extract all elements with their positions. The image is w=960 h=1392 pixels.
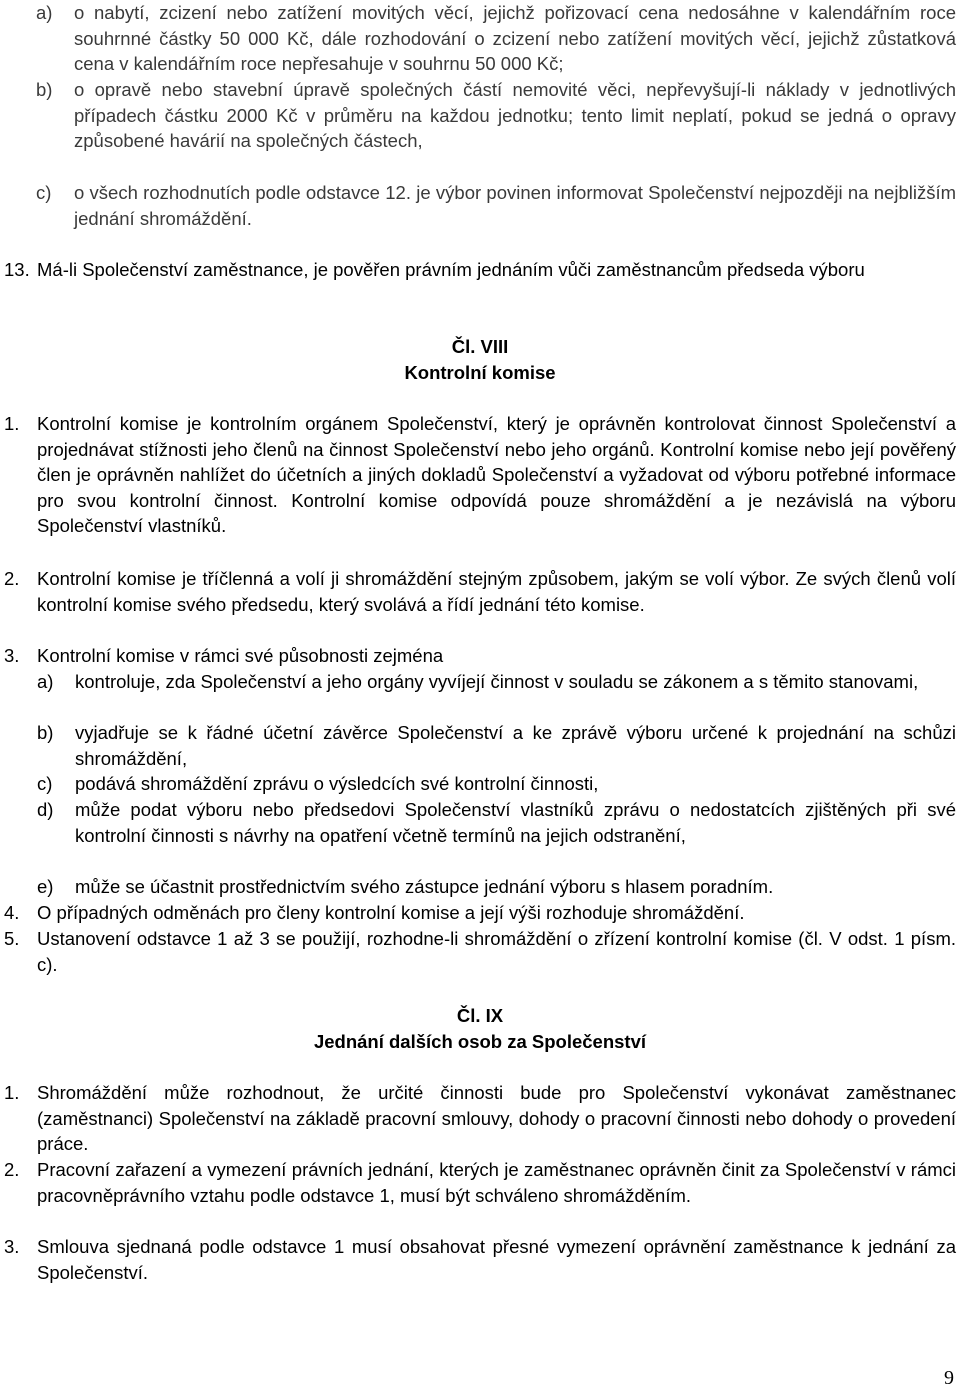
item-label: b) xyxy=(37,722,54,743)
paragraph xyxy=(4,643,956,669)
paragraph xyxy=(4,900,956,926)
item-label: 2. xyxy=(4,568,20,589)
section-number: Čl. VIII xyxy=(451,336,509,357)
item-text: Kontrolní komise je kontrolním orgánem Společenství, který je oprávněn kontrolovat činnost Společenství a projednávat stížnosti jeho členů na činnost Společenství nebo jeho orgánů. Kontrolní komise nebo její pověřený člen je oprávněn nahlížet do účetních a jiných dokladů Společenství a vyžadovat od výboru potřebné informace pro svou kontrolní činnost. Kontrolní komise odpovídá pouze shromáždění a je nezávislá na výboru Společenství vlastníků. xyxy=(37,413,956,536)
list-item xyxy=(37,874,956,900)
item-text: Shromáždění může rozhodnout, že určité činnosti bude pro Společenství vykonávat zaměstnanec (zaměstnanci) Společenství na základě pracovní smlouvy, dohody o pracovní činnosti nebo dohody o provedení práce. xyxy=(37,1082,956,1154)
item-text: o nabytí, zcizení nebo zatížení movitých věcí, jejichž pořizovací cena nedosáhne v kalendářním roce souhrnné částky 50 000 Kč, dále rozhodování o zcizení nebo zatížení movitých věcí, jejichž zůstatková cena v kalendářním roce nepřesahuje v souhrnu 50 000 Kč; xyxy=(74,2,956,74)
item-label: 4. xyxy=(4,902,20,923)
paragraph xyxy=(4,1234,956,1285)
item-label: 3. xyxy=(4,645,20,666)
item-label: c) xyxy=(36,182,52,203)
item-label: 1. xyxy=(4,413,20,434)
item-text: o opravě nebo stavební úpravě společných částí nemovité věci, nepřevyšují-li náklady v jednotlivých případech částku 2000 Kč v průměru na každou jednotku; tento limit neplatí, pokud se jedná o opravy způsobené havárií na společných částech, xyxy=(74,79,956,151)
list-item xyxy=(36,180,956,231)
item-text: vyjadřuje se k řádné účetní závěrce Společenství a ke zprávě výboru určené k projednání na schůzi shromáždění, xyxy=(75,722,956,769)
section-title: Kontrolní komise xyxy=(404,362,556,383)
item-label: c) xyxy=(37,773,53,794)
item-label: 13. xyxy=(4,259,30,280)
item-text: Kontrolní komise v rámci své působnosti zejména xyxy=(37,645,444,666)
paragraph xyxy=(4,1157,956,1208)
paragraph-13 xyxy=(4,257,956,283)
list-item xyxy=(37,669,956,695)
item-label: e) xyxy=(37,876,54,897)
item-label: 2. xyxy=(4,1159,20,1180)
list-item xyxy=(37,720,956,771)
item-text: Má-li Společenství zaměstnance, je pověřen právním jednáním vůči zaměstnancům předseda výboru xyxy=(37,259,865,280)
page-number: 9 xyxy=(944,1367,954,1389)
list-item xyxy=(36,0,956,77)
item-text: o všech rozhodnutích podle odstavce 12. je výbor povinen informovat Společenství nejpozději na nejbližším jednání shromáždění. xyxy=(74,182,956,229)
paragraph xyxy=(4,411,956,539)
paragraph xyxy=(4,1080,956,1157)
section-title: Jednání dalších osob za Společenství xyxy=(313,1031,647,1052)
item-text: Pracovní zařazení a vymezení právních jednání, kterých je zaměstnanec oprávněn činit za Společenství v rámci pracovněprávního vztahu podle odstavce 1, musí být schváleno shromážděním. xyxy=(37,1159,956,1206)
section-number: Čl. IX xyxy=(456,1005,504,1026)
item-label: 5. xyxy=(4,928,20,949)
item-label: 1. xyxy=(4,1082,20,1103)
item-label: 3. xyxy=(4,1236,20,1257)
item-label: b) xyxy=(36,79,53,100)
item-text: může se účastnit prostřednictvím svého zástupce jednání výboru s hlasem poradním. xyxy=(75,876,774,897)
item-label: a) xyxy=(37,671,54,692)
item-text: může podat výboru nebo předsedovi Společenství vlastníků zprávu o nedostatcích zjištěných při své kontrolní činnosti s návrhy na opatření včetně termínů na jejich odstranění, xyxy=(75,799,956,846)
paragraph xyxy=(4,926,956,977)
item-text: Smlouva sjednaná podle odstavce 1 musí obsahovat přesné vymezení oprávnění zaměstnance k jednání za Společenství. xyxy=(37,1236,956,1283)
item-text: kontroluje, zda Společenství a jeho orgány vyvíjejí činnost v souladu se zákonem a s těmito stanovami, xyxy=(75,671,919,692)
list-item xyxy=(37,771,956,797)
item-text: Kontrolní komise je tříčlenná a volí ji shromáždění stejným způsobem, jakým se volí výbor. Ze svých členů volí kontrolní komise svého předsedu, který svolává a řídí jednání této komise. xyxy=(37,568,956,615)
item-text: O případných odměnách pro členy kontrolní komise a její výši rozhoduje shromáždění. xyxy=(37,902,745,923)
list-item xyxy=(37,797,956,848)
item-label: d) xyxy=(37,799,54,820)
item-label: a) xyxy=(36,2,53,23)
item-text: Ustanovení odstavce 1 až 3 se použijí, rozhodne-li shromáždění o zřízení kontrolní komise (čl. V odst. 1 písm. c). xyxy=(37,928,956,975)
item-text: podává shromáždění zprávu o výsledcích své kontrolní činnosti, xyxy=(75,773,599,794)
paragraph xyxy=(4,566,956,617)
list-item xyxy=(36,77,956,154)
